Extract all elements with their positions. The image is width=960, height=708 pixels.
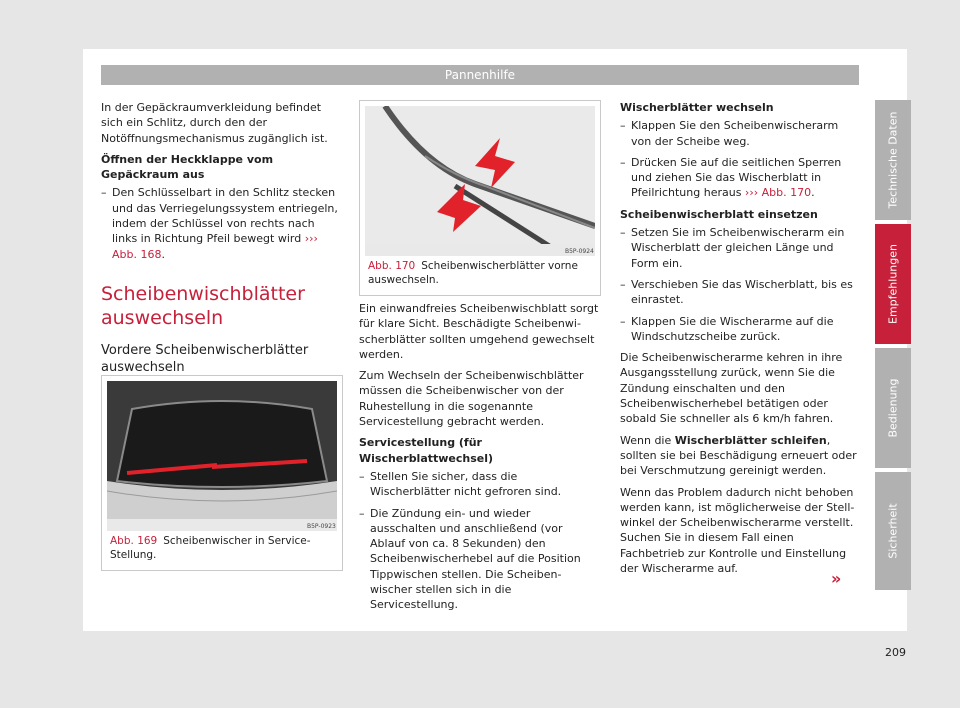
paragraph-return: Die Scheibenwischerarme kehren in ihre Ausgangsstellung zurück, wenn Sie die Zündung einschalten und den Scheibenwischerhebel betätigen oder sobald Sie schneller als 6 km/h fahren. <box>620 351 843 426</box>
service-step-2: – Die Zündung ein- und wieder ausschalten und anschließend (vor Ablauf von ca. 8 Sekunden) den Scheibenwischerhebel auf die Position Tippwischen stellen. Die Scheibenwischer stellen sich in die Servicestellung. <box>359 506 599 613</box>
insert-step-2: – Verschieben Sie das Wischerblatt, bis es einrastet. <box>620 277 858 308</box>
subheading-service-position: Servicestellung (für Wischerblattwechsel) <box>359 436 494 465</box>
column-1 <box>101 100 341 386</box>
subheading-open-tailgate: Öffnen der Heckklappe vom Gepäckraum aus <box>101 152 274 182</box>
change-step-1: – Klappen Sie den Scheibenwischerarm von der Scheibe weg. <box>620 118 858 149</box>
figure-ref-168[interactable]: ››› Abb. 168 <box>112 232 318 261</box>
subheading-change-blades: Wischerblätter wechseln <box>620 101 774 114</box>
column-2 <box>359 301 599 619</box>
figure-169-caption: Abb. 169 Scheibenwischer in Service-Stellung. <box>110 535 311 561</box>
step-open-tailgate: – Den Schlüsselbart in den Schlitz stecken und das Verriegelungssystem entriegeln, indem der Schlüssel von rechts nach links in Richtung Pfeil bewegt wird ››› Abb. 168. <box>101 185 341 261</box>
tab-empfehlungen[interactable]: Empfehlungen <box>875 224 911 344</box>
figure-ref-170[interactable]: ››› Abb. 170 <box>744 186 812 200</box>
insert-step-3: – Klappen Sie die Wischerarme auf die Windschutzscheibe zurück. <box>620 314 858 345</box>
column-3 <box>620 100 858 582</box>
paragraph-scraping: Wenn die Wischerblätter schleifen, sollten sie bei Beschädigung erneuert oder bei Verschmutzung gereinigt werden. <box>620 433 857 478</box>
wiper-service-position-image <box>107 381 337 531</box>
tab-sicherheit[interactable]: Sicherheit <box>875 472 911 590</box>
paragraph-2: Zum Wechseln der Scheibenwischblätter müssen die Scheibenwischer von der Ruhestellung in die sogenannte Servicestellung gebracht werden. <box>359 369 584 429</box>
tab-technische-daten[interactable]: Technische Daten <box>875 100 911 220</box>
figure-170 <box>359 100 601 296</box>
figure-169 <box>101 375 343 571</box>
paragraph-1: Ein einwandfreies Scheibenwischblatt sorgt für klare Sicht. Beschädigte Scheibenwischerblätter sollten umgehend gewechselt werden. <box>359 302 599 361</box>
paragraph-problem: Wenn das Problem dadurch nicht behoben werden kann, ist möglicherweise der Stellwinkel der Scheibenwischerarme verstellt. Suchen Sie in diesem Fall einen Fachbetrieb zur Kontrolle und Einstellung der Wischerarme auf. <box>620 485 855 576</box>
service-step-1: – Stellen Sie sicher, dass die Wischerblätter nicht gefroren sind. <box>359 469 599 500</box>
continue-arrow: » <box>831 569 842 588</box>
page-number: 209 <box>885 646 906 659</box>
wiper-blade-removal-image <box>365 106 595 256</box>
page-header: Pannenhilfe <box>101 65 859 85</box>
intro-paragraph: In der Gepäckraumverkleidung befindet sich ein Schlitz, durch den der Notöffnungsmechanismus zugänglich ist. <box>101 101 328 145</box>
figure-code-170: B5P-0924 <box>565 248 594 255</box>
figure-170-caption: Abb. 170 Scheibenwischerblätter vorne auswechseln. <box>368 260 578 286</box>
change-step-2: – Drücken Sie auf die seitlichen Sperren und ziehen Sie das Wischerblatt in Pfeilrichtung heraus ››› Abb. 170. <box>620 155 858 201</box>
insert-step-1: – Setzen Sie im Scheibenwischerarm ein Wischerblatt der gleichen Länge und Form ein. <box>620 225 858 271</box>
subsection-title: Vordere Scheibenwischerblätter auswechseln <box>101 342 309 375</box>
section-title: Scheibenwischblätter auswechseln <box>101 282 305 329</box>
tab-bedienung[interactable]: Bedienung <box>875 348 911 468</box>
figure-code-169: B5P-0923 <box>307 523 336 530</box>
subheading-insert-blade: Scheibenwischerblatt einsetzen <box>620 207 818 221</box>
